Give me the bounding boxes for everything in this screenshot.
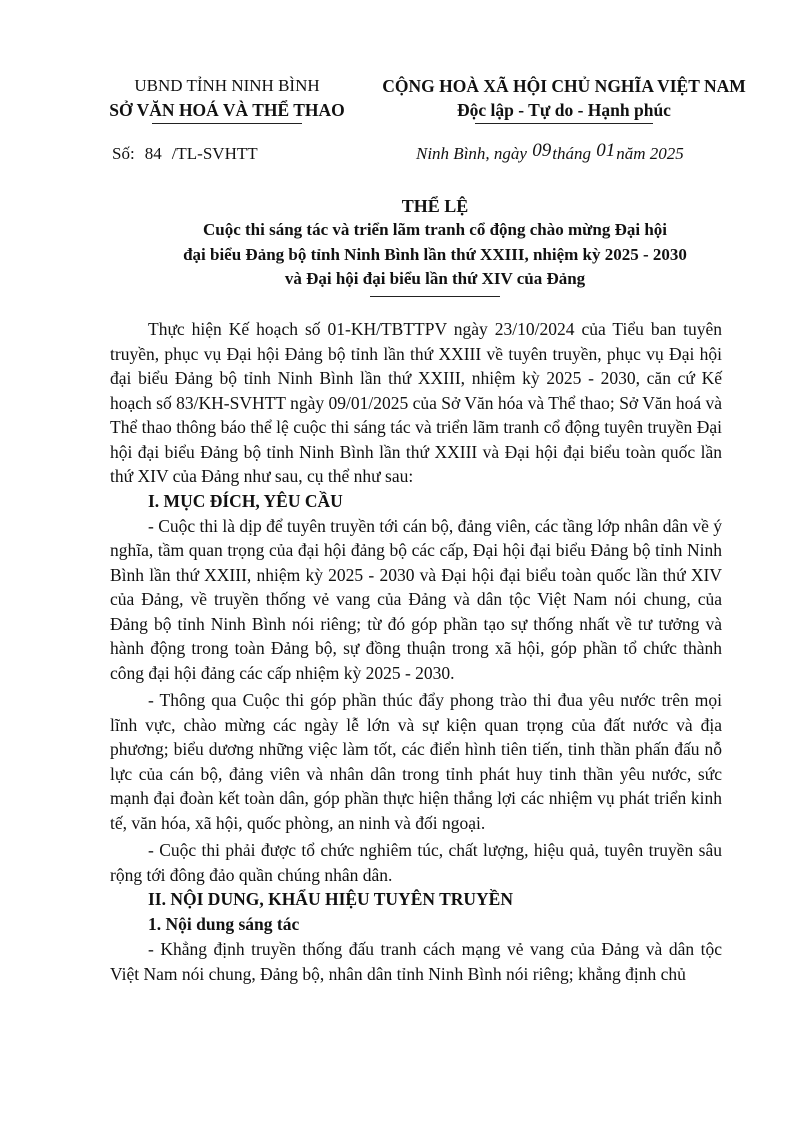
- document-type: THỂ LỆ: [401, 196, 469, 216]
- section-1-paragraph-1: - Cuộc thi là dịp để tuyên truyền tới cán bộ, đảng viên, các tầng lớp nhân dân về ý nghĩa, tầm quan trọng của đại hội đảng bộ các cấp, Đại hội đại biểu Đảng bộ tỉnh Ninh Bình lần thứ XXIII, nhiệm kỳ 2025 - 2030 và Đại hội đại biểu toàn quốc lần thứ XIV của Đảng, về truyền thống vẻ vang của Đảng và dân tộc Việt Nam nói chung, của Đảng bộ tỉnh Ninh Bình nói riêng; từ đó góp phần tạo sự thống nhất về tư tưởng và hành động trong toàn Đảng bộ, sự đồng thuận trong xã hội, góp phần tổ chức thành công đại hội đảng các cấp nhiệm kỳ 2025 - 2030.: [110, 515, 722, 683]
- issuing-agency-block: [82, 74, 372, 124]
- date-line: [416, 142, 684, 166]
- national-motto-block: [380, 74, 748, 124]
- number-suffix: /TL-SVHTT: [171, 144, 258, 163]
- issuing-agency: SỞ VĂN HOÁ VÀ THỂ THAO: [109, 100, 345, 120]
- date-month-label: tháng: [552, 144, 591, 163]
- section-2-paragraph-1: - Khẳng định truyền thống đấu tranh cách mạng vẻ vang của Đảng và dân tộc Việt Nam nói chung, Đảng bộ, nhân dân tỉnh Ninh Bình nói riêng; khẳng định chủ: [110, 939, 722, 984]
- intro-paragraph: Thực hiện Kế hoạch số 01-KH/TBTTPV ngày 23/10/2024 của Tiểu ban tuyên truyền, phục vụ Đại hội Đảng bộ tỉnh lần thứ XXIII về tuyên truyền, phục vụ Đại hội đại biểu Đảng bộ tỉnh Ninh Bình lần thứ XXIII, nhiệm kỳ 2025 - 2030, căn cứ Kế hoạch số 83/KH-SVHTT ngày 09/01/2025 của Sở Văn hóa và Thể thao; Sở Văn hoá và Thể thao thông báo thể lệ cuộc thi sáng tác và triển lãm tranh cổ động tuyên truyền Đại hội đại biểu Đảng bộ tỉnh Ninh Bình lần thứ XXIII và Đại hội đại biểu toàn quốc lần thứ XIV của Đảng như sau, cụ thể như sau:: [110, 319, 722, 486]
- section-1-paragraph-3: - Cuộc thi phải được tổ chức nghiêm túc, chất lượng, hiệu quả, tuyên truyền sâu rộng tới đông đảo quần chúng nhân dân.: [110, 840, 722, 885]
- number-prefix: Số:: [112, 144, 135, 163]
- date-day: 09: [532, 140, 552, 161]
- title-block: [80, 194, 790, 297]
- section-1-paragraph-2: - Thông qua Cuộc thi góp phần thúc đẩy phong trào thi đua yêu nước trên mọi lĩnh vực, chào mừng các ngày lễ lớn và sự kiện quan trọng của đất nước và địa phương; biểu dương những việc làm tốt, các điển hình tiên tiến, tinh thần phấn đấu nỗ lực của cán bộ, đảng viên và nhân dân trong tỉnh phát huy tinh thần yêu nước, sức mạnh đại đoàn kết toàn dân, góp phần thực hiện thắng lợi các nhiệm vụ phát triển kinh tế, văn hóa, xã hội, quốc phòng, an ninh và đối ngoại.: [110, 690, 722, 833]
- agency-underline: [152, 123, 302, 124]
- title-line-1: Cuộc thi sáng tác và triển lãm tranh cổ động chào mừng Đại hội: [202, 220, 668, 239]
- date-year: năm 2025: [616, 144, 684, 163]
- title-line-2: đại biểu Đảng bộ tỉnh Ninh Bình lần thứ XXIII, nhiệm kỳ 2025 - 2030: [183, 244, 687, 264]
- title-underline: [370, 296, 500, 297]
- motto-underline: [475, 123, 653, 124]
- date-place: Ninh Bình, ngày: [416, 144, 527, 163]
- document-number: [112, 142, 258, 166]
- document-body: [110, 317, 722, 986]
- section-2-subheading-1: 1. Nội dung sáng tác: [148, 914, 300, 934]
- section-1-heading: I. MỤC ĐÍCH, YÊU CẦU: [148, 490, 343, 511]
- date-month: 01: [596, 140, 616, 161]
- national-motto: Độc lập - Tự do - Hạnh phúc: [457, 100, 671, 120]
- section-2-heading: II. NỘI DUNG, KHẨU HIỆU TUYÊN TRUYỀN: [148, 889, 513, 909]
- number-value: 84: [144, 144, 162, 163]
- parent-agency: UBND TỈNH NINH BÌNH: [134, 76, 320, 95]
- title-line-3: và Đại hội đại biểu lần thứ XIV của Đảng: [284, 269, 586, 288]
- national-name: CỘNG HOÀ XÃ HỘI CHỦ NGHĨA VIỆT NAM: [382, 76, 746, 96]
